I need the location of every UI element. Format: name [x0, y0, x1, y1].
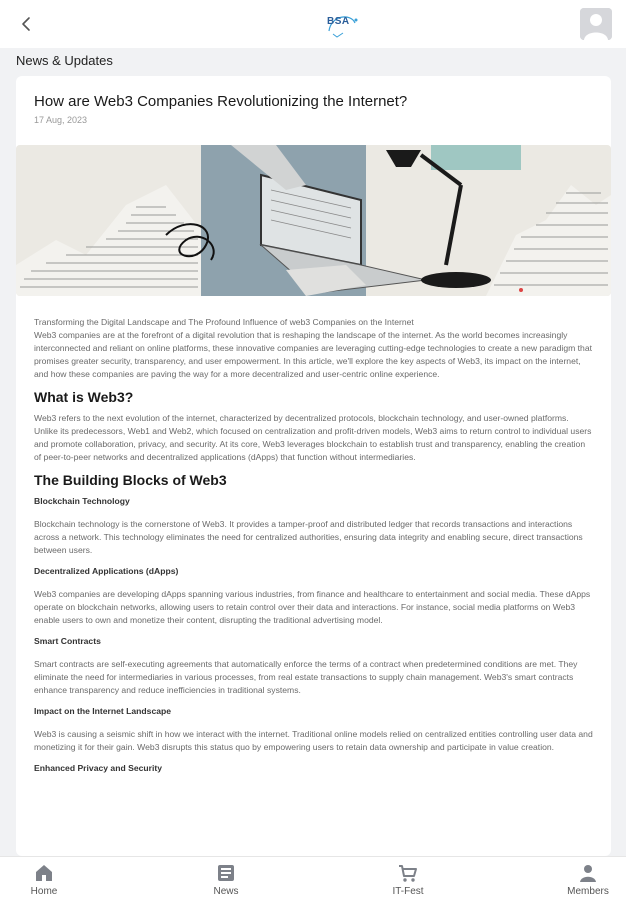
laptop-desk-lamp-collage-image [16, 145, 611, 296]
nav-item-members[interactable] [548, 861, 626, 899]
intro-line: Transforming the Digital Landscape and The Profound Influence of web3 Companies on the Internet [34, 317, 414, 327]
intro-paragraph: Web3 companies are at the forefront of a digital revolution that is reshaping the landscape of the internet. As the world becomes increasingly interconnected and reliant on online platforms, these innovative companies are leveraging cutting-edge technologies to create a new paradigm that promises greater security, transparency, and user empowerment. In this article, we'll explore the key aspects of Web3, its impact on the internet, and how these companies are paving the way for a more decentralized and user-centric online experience. [34, 330, 592, 379]
subheading-blockchain: Blockchain Technology [34, 496, 130, 506]
nav-label-members: Members [567, 886, 609, 897]
nav-label-home: Home [30, 886, 58, 897]
subheading-smart-contracts: Smart Contracts [34, 636, 101, 646]
article-title: How are Web3 Companies Revolutionizing the Internet? [34, 93, 408, 110]
subheading-dapps: Decentralized Applications (dApps) [34, 566, 179, 576]
article-card [16, 76, 611, 856]
news-icon [216, 863, 236, 883]
logo-text: BSA [327, 16, 350, 27]
what-paragraph: Web3 refers to the next evolution of the internet, characterized by decentralized protocols, blockchain technology, and user-owned platforms. Unlike its predecessors, Web1 and Web2, which focused on centralization and profit-driven models, Web3 aims to return control to individual users and promote collaboration, privacy, and security. At its core, Web3 leverages blockchain to establish trust and transparency, enabling the creation of peer-to-peer networks and decentralized applications (dApps) that function without intermediaries. [34, 413, 592, 462]
home-icon [34, 863, 54, 883]
bottom-navigation [0, 856, 626, 900]
user-avatar-icon [580, 8, 612, 40]
article-hero-image [16, 145, 611, 296]
heading-building-blocks: The Building Blocks of Web3 [34, 472, 227, 488]
smart-contracts-paragraph: Smart contracts are self-executing agreements that automatically enforce the terms of a contract when predetermined conditions are met. They eliminate the need for intermediaries in various processes, from real estate transactions to supply chain management. Web3's smart contracts enhance transparency and reduce inefficiencies in traditional systems. [34, 659, 578, 695]
article-date: 17 Aug, 2023 [34, 115, 88, 125]
subheading-privacy: Enhanced Privacy and Security [34, 763, 163, 773]
heading-what-is-web3: What is Web3? [34, 389, 134, 405]
article-body [34, 316, 594, 785]
chevron-left-icon [19, 16, 33, 32]
nav-label-news: News [213, 886, 239, 897]
dapps-paragraph: Web3 companies are developing dApps spanning various industries, from finance and healthcare to entertainment and social media. These dApps operate on blockchain networks, allowing users to retain control over their data and interactions. For instance, social media platforms on Web3 enable users to own and monetize their content, disrupting the traditional advertising model. [34, 589, 591, 625]
back-button[interactable] [14, 12, 38, 36]
person-icon [578, 863, 598, 883]
cart-icon [398, 863, 418, 883]
top-app-bar [0, 0, 626, 48]
impact-paragraph: Web3 is causing a seismic shift in how we interact with the internet. Traditional online models relied on centralized entities controlling user data and monetizing it for their gain. Web3 disrupts this status quo by empowering users to retain data ownership and participate in value creation. [34, 729, 593, 752]
profile-button[interactable] [580, 8, 612, 40]
app-logo [323, 9, 363, 39]
nav-item-it-fest[interactable] [368, 861, 448, 899]
nav-item-home[interactable] [4, 861, 84, 899]
section-title: News & Updates [16, 53, 113, 68]
nav-item-news[interactable] [186, 861, 266, 899]
subheading-impact: Impact on the Internet Landscape [34, 706, 172, 716]
nav-label-it-fest: IT-Fest [392, 886, 424, 897]
blockchain-paragraph: Blockchain technology is the cornerstone of Web3. It provides a tamper-proof and distributed ledger that records transactions and interactions across a network. This technology eliminates the need for centralized authorities, ensuring data integrity and enabling secure, direct transactions between users. [34, 519, 583, 555]
